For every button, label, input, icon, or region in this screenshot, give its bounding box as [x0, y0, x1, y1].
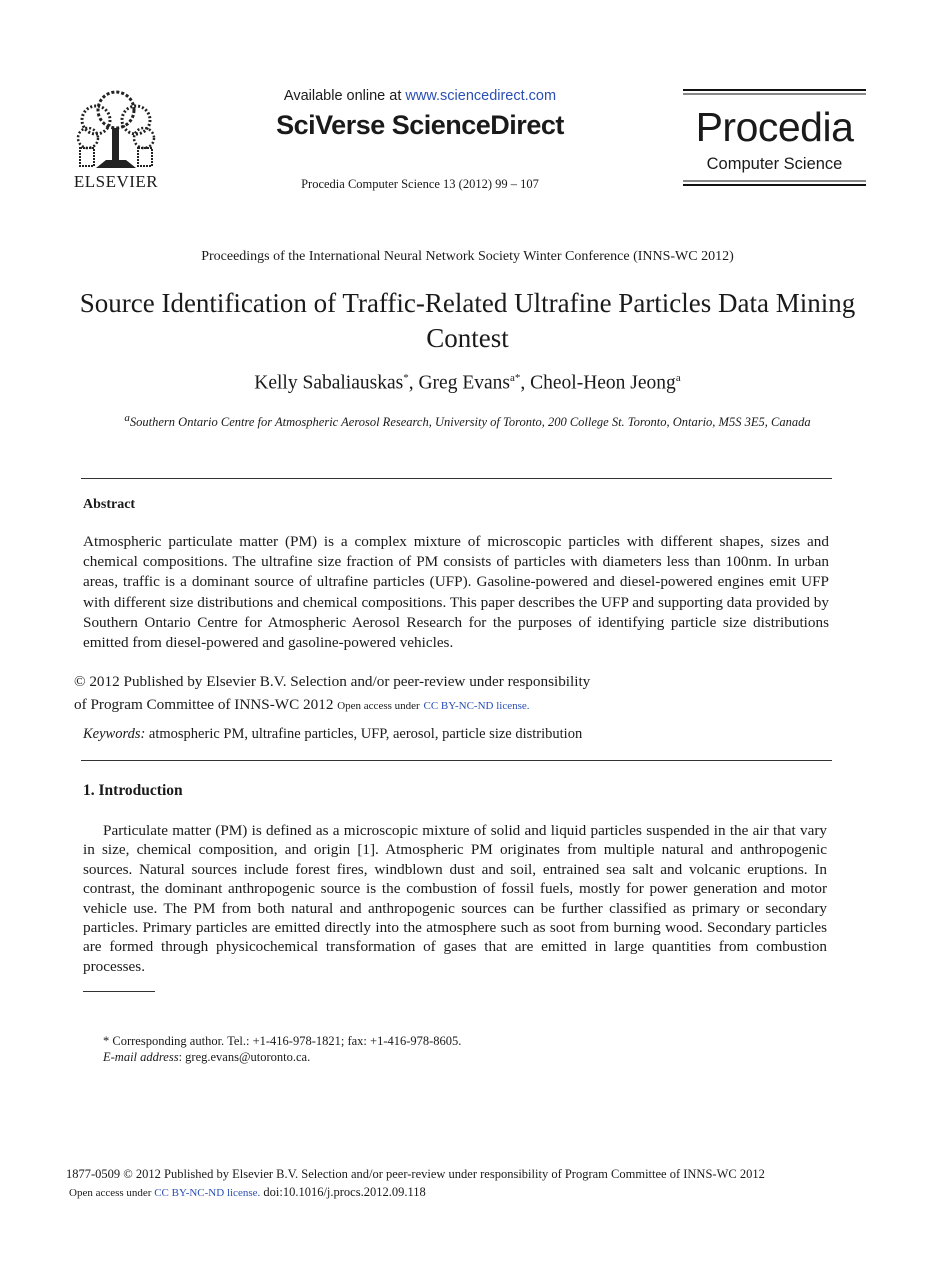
author-sup: * — [403, 372, 409, 384]
journal-citation: Procedia Computer Science 13 (2012) 99 – 107 — [301, 177, 539, 191]
author-name: Greg Evans — [418, 372, 510, 394]
author-name: Cheol-Heon Jeong — [530, 372, 676, 394]
author-sup: a* — [509, 372, 521, 384]
keywords-text: atmospheric PM, ultrafine particles, UFP, aerosol, particle size distribution — [145, 726, 583, 742]
divider-top — [81, 478, 832, 479]
section-heading: 1. Introduction — [83, 782, 183, 799]
email-line — [103, 1049, 803, 1065]
keywords — [83, 726, 829, 743]
footnotes — [103, 1033, 803, 1065]
affiliation-sup: a — [124, 412, 130, 424]
abstract-heading: Abstract — [83, 497, 136, 512]
available-online — [240, 88, 600, 104]
license-link[interactable]: CC BY-NC-ND license. — [423, 700, 530, 712]
issn-copyright: 1877-0509 © 2012 Published by Elsevier B.V. Selection and/or peer-review under responsibility of Program Committee of INNS-WC 2012 — [66, 1167, 765, 1181]
abstract-body: Atmospheric particulate matter (PM) is a complex mixture of microscopic particles with different shapes, sizes and chemical compositions. The ultrafine size fraction of PM consists of particles with diameters less than 100nm. In urban areas, traffic is a dominant source of ultrafine particles (UFP). Gasoline-powered and diesel-powered engines emit UFP with different size distributions and chemical compositions. This paper describes the UFP and supporting data provided by Southern Ontario Centre for Atmospheric Aerosol Research for the purposes of identifying particle size distributions emitted from diesel-powered and gasoline-powered vehicles. — [83, 533, 829, 652]
bottom-license-link[interactable]: CC BY-NC-ND license. — [154, 1187, 261, 1199]
open-access-label: Open access under — [337, 700, 420, 712]
brand-title: Procedia — [695, 104, 854, 150]
corresponding-author: * Corresponding author. Tel.: +1-416-978-1821; fax: +1-416-978-8605. — [103, 1034, 462, 1048]
brand-subtitle: Computer Science — [706, 155, 843, 173]
publisher-name: ELSEVIER — [73, 172, 159, 191]
platform-name: SciVerse ScienceDirect — [276, 110, 564, 140]
copyright-line1: © 2012 Published by Elsevier B.V. Selection and/or peer-review under responsibility — [74, 673, 591, 690]
copyright-line2: of Program Committee of INNS-WC 2012 — [74, 696, 334, 713]
author-sup: a — [675, 372, 681, 384]
affiliation — [60, 412, 875, 430]
available-prefix: Available online at — [283, 88, 406, 104]
footnote-rule — [83, 991, 155, 992]
author-name: Kelly Sabaliauskas — [254, 372, 404, 394]
keywords-label: Keywords: — [83, 726, 146, 742]
email-label: E-mail address — [103, 1050, 179, 1064]
doi: doi:10.1016/j.procs.2012.09.118 — [260, 1185, 426, 1199]
paper-title: Source Identification of Traffic-Related Ultrafine Particles Data Mining Contest — [79, 288, 856, 353]
email-address: : greg.evans@utoronto.ca. — [178, 1050, 311, 1064]
sciencedirect-link[interactable]: www.sciencedirect.com — [405, 88, 557, 104]
divider-mid — [81, 760, 832, 761]
bottom-open-access-label: Open access under — [69, 1187, 155, 1199]
bottom-open-access — [69, 1185, 889, 1200]
affiliation-text: Southern Ontario Centre for Atmospheric Aerosol Research, University of Toronto, 200 College St. Toronto, Ontario, M5S 3E5, Canada — [129, 415, 811, 430]
introduction-body: Particulate matter (PM) is defined as a microscopic mixture of solid and liquid particles suspended in the air that vary in size, chemical composition, and origin [1]. Atmospheric PM originates from multiple natural and anthropogenic sources. Natural sources include forest fires, windblown dust and soil, entrained sea salt and volcanic eruptions. In contrast, the dominant anthropogenic source is the combustion of fossil fuels, mostly for power generation and motor vehicle use. The PM from both natural and anthropogenic sources can be further classified as primary or secondary particles. Primary particles are emitted directly into the atmosphere such as soot from burning wood. Secondary particles are formed through physicochemical transformation of gases that are emitted in large quantities from combustion processes. — [83, 822, 827, 975]
copyright-notice — [74, 670, 774, 718]
author-list: Kelly Sabaliauskas*, Greg Evans$^{a*}$, Cheol-Heon Jeong$^a$ — [254, 372, 681, 394]
proceedings-line: Proceedings of the International Neural Network Society Winter Conference (INNS-WC 2012) — [201, 249, 734, 264]
copyright-line2-wrap — [74, 693, 774, 718]
